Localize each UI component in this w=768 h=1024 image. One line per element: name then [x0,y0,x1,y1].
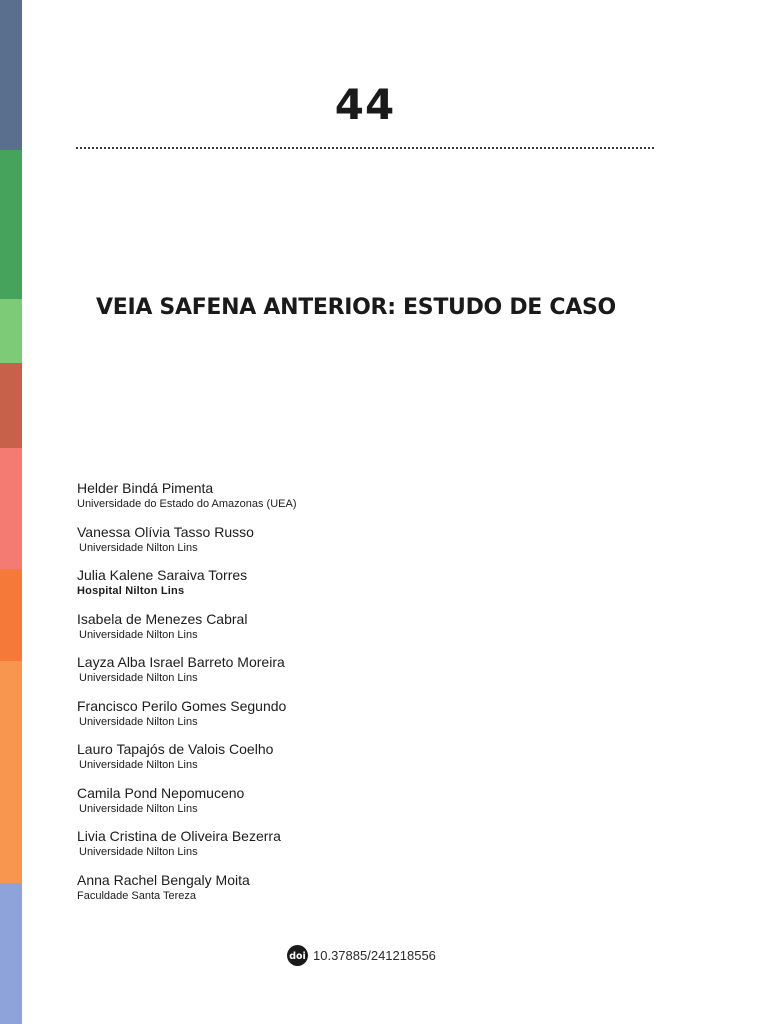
author-affiliation: Universidade do Estado do Amazonas (UEA) [77,498,297,510]
doi-icon-label: doi [289,950,306,962]
doi-number[interactable]: 10.37885/241218556 [313,947,436,963]
author-affiliation: Faculdade Santa Tereza [77,889,197,902]
strip-segment-rust [0,363,22,448]
doi-reference[interactable] [287,945,436,965]
strip-segment-orange [0,569,22,661]
author-entry [77,784,677,828]
author-entry [77,697,677,741]
doi-icon [287,945,308,966]
author-name: Francisco Perilo Gomes Segundo [77,697,287,714]
strip-segment-light-orange [0,661,22,883]
author-affiliation: Universidade Nilton Lins [79,628,198,641]
author-affiliation: Universidade Nilton Lins [79,846,198,858]
strip-segment-periwinkle [0,883,22,1024]
chapter-number: 44 [334,80,396,129]
author-name: Isabela de Menezes Cabral [77,610,248,627]
author-entry [77,610,677,654]
author-list [77,479,677,914]
author-affiliation: Universidade Nilton Lins [79,541,198,554]
author-affiliation: Universidade Nilton Lins [79,759,198,771]
author-entry [77,740,677,784]
author-entry [77,479,677,523]
author-name: Camila Pond Nepomuceno [77,784,245,801]
author-name: Livia Cristina de Oliveira Bezerra [77,828,281,844]
author-entry [77,566,677,610]
author-name: Vanessa Olívia Tasso Russo [77,523,254,540]
strip-segment-light-green [0,299,22,363]
author-name: Lauro Tapajós de Valois Coelho [77,741,274,757]
author-entry [77,653,677,697]
author-affiliation: Hospital Nilton Lins [77,585,185,597]
dotted-divider [76,147,654,149]
author-name: Helder Bindá Pimenta [77,480,214,496]
author-name: Layza Alba Israel Barreto Moreira [77,654,285,670]
author-entry [77,871,677,915]
strip-segment-green [0,150,22,299]
author-affiliation: Universidade Nilton Lins [79,802,198,815]
chapter-title: VEIA SAFENA ANTERIOR: ESTUDO DE CASO [96,295,616,320]
author-entry [77,523,677,567]
author-name: Anna Rachel Bengaly Moita [77,871,250,888]
color-side-strip [0,0,22,1024]
author-entry [77,827,677,871]
author-affiliation: Universidade Nilton Lins [79,672,198,684]
author-affiliation: Universidade Nilton Lins [79,715,198,728]
strip-segment-salmon [0,448,22,569]
author-name: Julia Kalene Saraiva Torres [77,567,248,583]
